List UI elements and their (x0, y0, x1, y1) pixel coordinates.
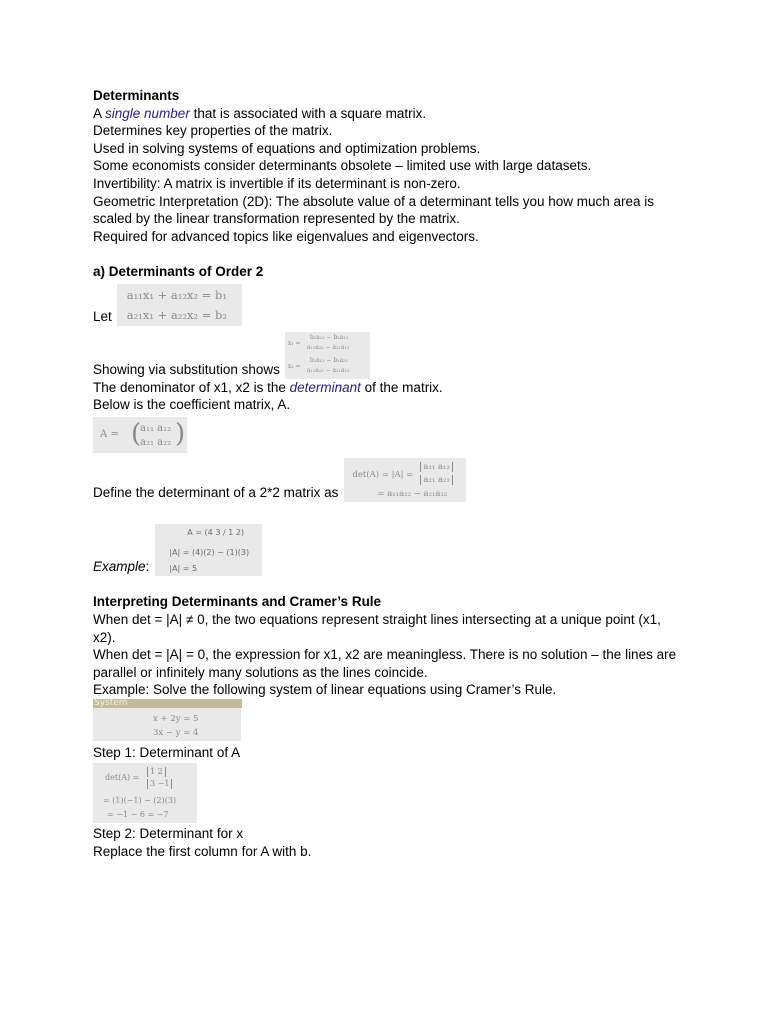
determinant-definition-image (344, 458, 466, 502)
system-image-row (93, 699, 678, 741)
system-eq-1: a₁₁x₁ + a₁₂x₂ = b₁ (126, 287, 227, 302)
step1-row-2: 3 −1 (147, 779, 172, 789)
intro-line-2: Determines key properties of the matrix. (93, 123, 333, 139)
example-colon: : (145, 559, 150, 575)
let-row (93, 284, 678, 326)
sub-x1-label: x₁ = (287, 339, 301, 347)
intro-line-3: Used in solving systems of equations and optimization problems. (93, 140, 481, 156)
system-eq-2: a₂₁x₁ + a₂₂x₂ = b₂ (126, 307, 227, 322)
cramer-eq-2: 3x − y = 4 (153, 727, 199, 738)
intro-line-4: Some economists consider determinants obsolete – limited use with large datasets. (93, 158, 592, 174)
sub-x1-num: b₁a₂₂ − b₂a₁₂ (309, 333, 348, 341)
coefficient-matrix-text: Below is the coefficient matrix, A. (93, 397, 291, 413)
interpret-para-2: When det = |A| = 0, the expression for x1, x2 are meaningless. There is no solution – the lines are parallel or infinitely many solutions as the lines coincide. (93, 647, 677, 680)
step-2-label: Step 2: Determinant for x (93, 826, 244, 842)
system-equations-image (117, 284, 242, 326)
cramer-eq-1: x + 2y = 5 (153, 713, 199, 724)
handwritten-example-image (155, 524, 262, 576)
sub-x2-label: x₂ = (287, 362, 301, 370)
step1-line-3: = −1 − 6 = −7 (107, 810, 169, 820)
section-a-heading: a) Determinants of Order 2 (93, 263, 264, 279)
sub-x2-den: a₁₁a₂₂ − a₂₁a₁₂ (306, 366, 350, 374)
det-def-line-3: = a₁₁a₂₂ − a₂₁a₁₂ (377, 488, 448, 499)
section-b-heading: Interpreting Determinants and Cramer’s Rule (93, 594, 382, 610)
substitution-image (285, 332, 370, 379)
matrix-row-1: a₁₁ a₁₂ (140, 422, 172, 434)
single-number-link[interactable]: single number (105, 105, 190, 121)
step1-line-2: = (1)(−1) − (2)(3) (103, 796, 177, 806)
det-def-line-1: det(A) = |A| = (352, 469, 414, 480)
let-label: Let (93, 308, 112, 324)
step1-line-1: det(A) = (105, 773, 140, 783)
det-def-row-2: a₂₁ a₂₂ (420, 475, 452, 485)
example-line-2: |A| = (4)(2) − (1)(3) (169, 547, 250, 557)
substitution-label: Showing via substitution shows (93, 361, 280, 377)
matrix-row-2: a₂₁ a₂₂ (140, 436, 172, 448)
intro-line-1 (93, 105, 678, 123)
left-paren-icon: ( (131, 418, 142, 449)
example-line-1: A = (4 3 / 1 2) (187, 527, 245, 537)
intro-line-6: Geometric Interpretation (2D): The absolute value of a determinant tells you how much area is scaled by the linear transformation represented by the matrix. (93, 193, 655, 227)
determinant-link[interactable]: determinant (289, 379, 361, 395)
intro-line-7: Required for advanced topics like eigenvalues and eigenvectors. (93, 228, 479, 244)
intro-text: that is associated with a square matrix. (189, 105, 427, 121)
denominator-line (93, 379, 678, 397)
example-label: Example (93, 559, 146, 575)
document-page (93, 87, 678, 861)
intro-line-5: Invertibility: A matrix is invertible if its determinant is non-zero. (93, 175, 461, 191)
example-row (93, 524, 678, 576)
coefficient-matrix-image (93, 417, 187, 453)
step-1-determinant-image (93, 763, 197, 823)
denominator-text: of the matrix. (360, 379, 443, 395)
interpret-para-1: When det = |A| ≠ 0, the two equations represent straight lines intersecting at a unique point (x1, x2). (93, 611, 661, 645)
step-1-label: Step 1: Determinant of A (93, 744, 241, 760)
define-row (93, 458, 678, 502)
interpret-para-3: Example: Solve the following system of linear equations using Cramer’s Rule. (93, 682, 557, 698)
sub-x2-num: b₂a₁₁ − b₁a₂₁ (309, 356, 348, 364)
det-def-row-1: a₁₁ a₁₂ (420, 462, 452, 472)
system-title: System (93, 699, 242, 708)
matrix-label: A = (100, 428, 119, 440)
step1-row-1: 1 2 (147, 767, 166, 777)
intro-text: A (93, 105, 106, 121)
substitution-row (93, 332, 678, 379)
right-paren-icon: ) (175, 418, 186, 449)
step-2-text: Replace the first column for A with b. (93, 844, 312, 860)
step-1-image-row (93, 763, 678, 823)
cramer-system-image (93, 699, 241, 741)
page-title: Determinants (93, 88, 180, 103)
sub-x1-den: a₁₁a₂₂ − a₂₁a₁₂ (306, 343, 350, 351)
coefficient-matrix-row (93, 417, 678, 453)
example-line-3: |A| = 5 (169, 563, 198, 573)
define-text: Define the determinant of a 2*2 matrix as (93, 485, 339, 501)
denominator-text: The denominator of x1, x2 is the (93, 379, 290, 395)
